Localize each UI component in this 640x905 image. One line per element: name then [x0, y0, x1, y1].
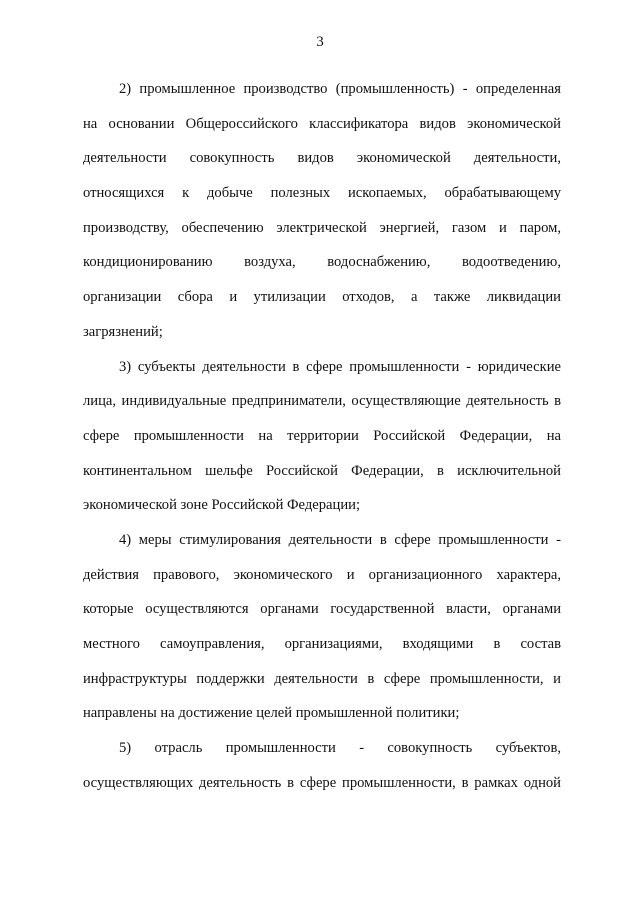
text-line: относящихся к добыче полезных ископаемых, обрабатывающему [83, 185, 561, 202]
text-line: организации сбора и утилизации отходов, а также ликвидации [83, 289, 561, 306]
text-line: континентальном шельфе Российской Федерации, в исключительной [83, 462, 561, 479]
paragraph-stimulus-measures [83, 523, 561, 731]
text-line: производству, обеспечению электрической энергией, газом и паром, [83, 219, 561, 236]
text-line: которые осуществляются органами государственной власти, органами [83, 601, 561, 618]
paragraph-industrial-production [83, 72, 561, 350]
document-body [83, 72, 561, 800]
paragraph-industrial-subjects [83, 350, 561, 523]
text-line: действия правового, экономического и организационного характера, [83, 566, 561, 583]
text-line: загрязнений; [83, 323, 163, 340]
page-number: 3 [316, 34, 324, 50]
text-line: деятельности совокупность видов экономической деятельности, [83, 150, 561, 167]
text-line: на основании Общероссийского классификатора видов экономической [83, 115, 561, 132]
text-line: 5) отрасль промышленности - совокупность субъектов, [119, 740, 561, 757]
text-line: 3) субъекты деятельности в сфере промышленности - юридические [119, 358, 561, 375]
text-line: 2) промышленное производство (промышленность) - определенная [119, 81, 561, 97]
text-line: кондиционированию воздуха, водоснабжению, водоотведению, [83, 254, 561, 271]
paragraph-industry-branch [83, 731, 561, 800]
text-line: экономической зоне Российской Федерации; [83, 497, 361, 514]
text-line: направлены на достижение целей промышленной политики; [83, 705, 460, 722]
text-line: лица, индивидуальные предприниматели, осуществляющие деятельность в [83, 393, 561, 410]
text-line: 4) меры стимулирования деятельности в сфере промышленности - [119, 531, 561, 548]
text-line: местного самоуправления, организациями, входящими в состав [83, 636, 561, 652]
text-line: осуществляющих деятельность в сфере промышленности, в рамках одной [83, 774, 561, 791]
text-line: сфере промышленности на территории Российской Федерации, на [83, 427, 561, 444]
text-line: инфраструктуры поддержки деятельности в сфере промышленности, и [83, 670, 561, 687]
